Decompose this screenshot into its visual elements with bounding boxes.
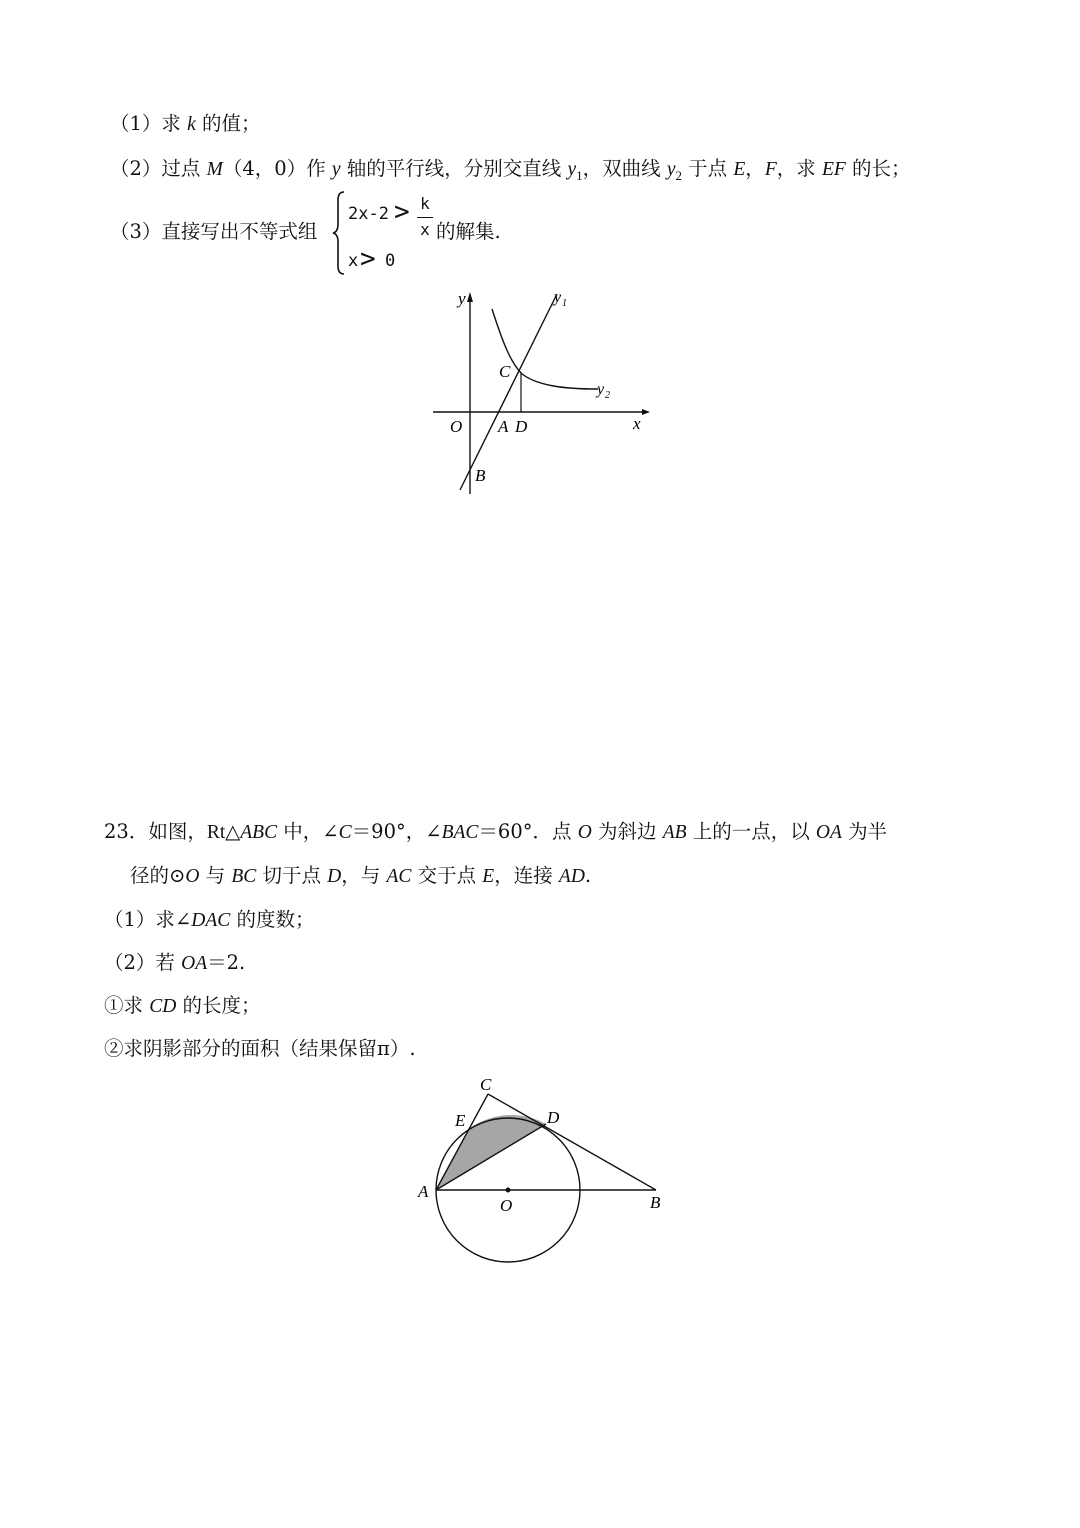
- inequality-1: 2x-2: [348, 204, 389, 224]
- label-b: B: [650, 1193, 661, 1212]
- label-d: D: [515, 417, 528, 436]
- label-d: D: [547, 1108, 560, 1127]
- q22-graph: [420, 282, 660, 497]
- q23-part1: （1）求∠DAC 的度数；: [104, 908, 315, 931]
- gt-sign-1: >: [394, 197, 410, 227]
- part-number: （3）: [110, 220, 162, 243]
- label-x-axis: x: [633, 414, 641, 433]
- q22-part3-lead: （3）直接写出不等式组: [110, 220, 318, 243]
- inequality-2-right: 0: [385, 251, 396, 271]
- q23-sub2: ②求阴影部分的面积（结果保留π）.: [104, 1037, 416, 1060]
- label-c: C: [499, 362, 511, 381]
- label-y1-sub: 1: [562, 298, 567, 309]
- shaded-region: [436, 1115, 546, 1190]
- gt-sign-2: >: [360, 244, 376, 274]
- q23-sub1: ①求 CD 的长度；: [104, 994, 261, 1017]
- q23-stem-line2: 径的⊙O 与 BC 切于点 D，与 AC 交于点 E，连接 AD.: [130, 864, 592, 887]
- system-brace: [332, 190, 346, 276]
- q23-part2: （2）若 OA＝2.: [104, 951, 246, 974]
- q22-part1: （1）求 k 的值；: [110, 112, 261, 135]
- fraction-denominator: x: [420, 220, 430, 239]
- part-number: （1）: [104, 908, 156, 931]
- fraction-numerator: k: [420, 194, 430, 213]
- y-axis-arrow: [467, 292, 473, 302]
- q22-part2: （2）过点 M（4，0）作 y 轴的平行线，分别交直线 $y_1$，双曲线 $y_2$ 于点 E，F，求 EF 的长；: [110, 157, 911, 183]
- x-axis-arrow: [642, 409, 650, 415]
- var-k: k: [187, 114, 196, 135]
- q23-geometry-figure: [410, 1070, 670, 1270]
- label-c: C: [480, 1075, 492, 1094]
- part-number: （1）: [110, 112, 162, 135]
- part-number: （2）: [110, 157, 162, 180]
- fraction-bar: [417, 217, 433, 218]
- label-y2: y: [597, 381, 605, 398]
- q22-part3-tail: 的解集.: [436, 220, 501, 243]
- label-a: A: [418, 1182, 429, 1201]
- label-y1: y: [554, 289, 562, 306]
- label-origin: O: [450, 417, 463, 436]
- question-number: 23．如图，: [104, 820, 207, 843]
- q23-stem-line1: 23．如图，Rt△ABC 中，∠C＝90°，∠BAC＝60°．点 O 为斜边 AB 上的一点，以 OA 为半: [104, 820, 888, 843]
- label-b: B: [475, 466, 486, 485]
- label-y-axis: y: [458, 289, 466, 308]
- part-number: （2）: [104, 951, 156, 974]
- inequality-2-left: x: [348, 251, 359, 271]
- label-a: A: [498, 417, 509, 436]
- line-y1: [460, 294, 557, 490]
- label-o: O: [500, 1196, 513, 1215]
- label-e: E: [455, 1111, 466, 1130]
- label-y2-sub: 2: [605, 390, 610, 401]
- center-point: [506, 1188, 511, 1193]
